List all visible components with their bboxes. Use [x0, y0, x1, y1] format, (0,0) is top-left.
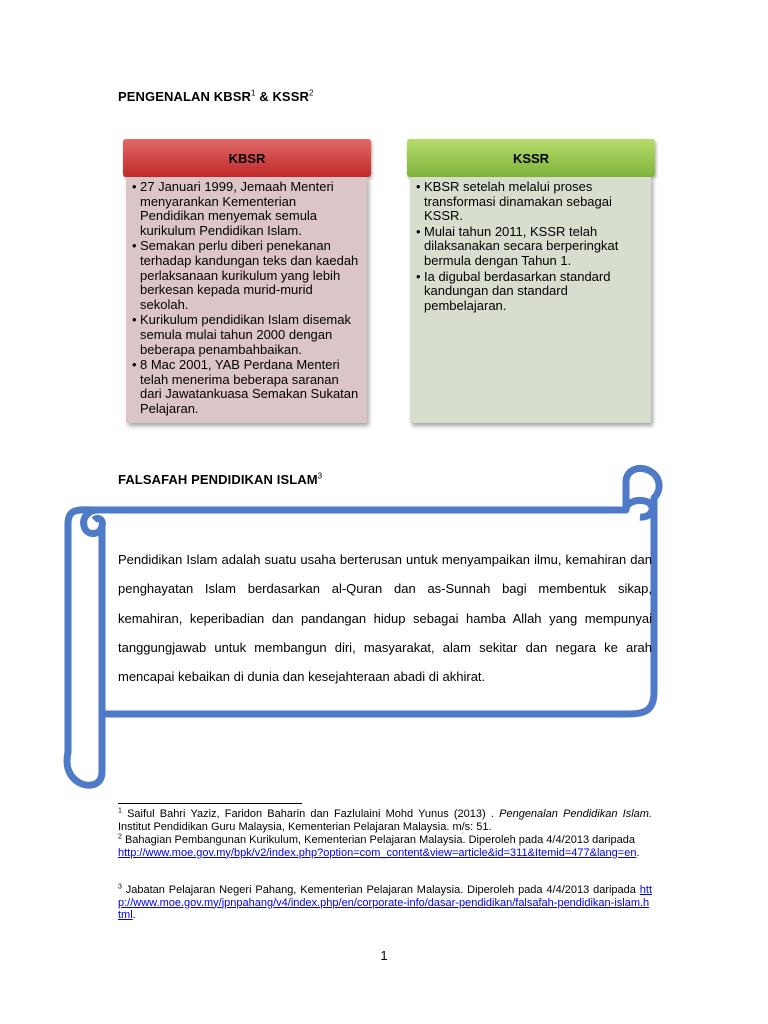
list-item: • KBSR setelah melalui proses transformasi dinamakan sebagai KSSR. — [416, 180, 645, 224]
kssr-list — [410, 177, 651, 313]
footnote-text: Bahagian Pembangunan Kurikulum, Kementerian Pelajaran Malaysia. Diperoleh pada 4/4/2013 daripada — [121, 834, 635, 846]
kbsr-header: KBSR — [123, 139, 371, 177]
footnote-text: Saiful Bahri Yaziz, Faridon Baharin dan Fazlulaini Mohd Yunus (2013) . — [121, 808, 500, 820]
footnote-text: Jabatan Pelajaran Negeri Pahang, Kementerian Pelajaran Malaysia. Diperoleh pada 4/4/2013 daripada — [121, 884, 640, 896]
list-item: • Semakan perlu diberi penekanan terhadap kandungan teks dan kaedah perlaksanaan kurikulum yang lebih berkesan kepada murid-murid sekolah. — [132, 239, 361, 312]
list-item: • 27 Januari 1999, Jemaah Menteri menyarankan Kementerian Pendidikan menyemak semula kurikulum Pendidikan Islam. — [132, 180, 361, 238]
list-item: • Ia digubal berdasarkan standard kandungan dan standard pembelajaran. — [416, 270, 645, 314]
list-item: • 8 Mac 2001, YAB Perdana Menteri telah menerima beberapa saranan dari Jawatankuasa Semakan Sukatan Pelajaran. — [132, 358, 361, 416]
list-item: • Kurikulum pendidikan Islam disemak semula mulai tahun 2000 dengan beberapa penambahbaikan. — [132, 313, 361, 357]
kssr-header: KSSR — [407, 139, 655, 177]
footnote-ref-3[interactable]: 3 — [317, 471, 323, 481]
footnote-text: Institut Pendidikan Guru Malaysia, Kementerian Pelajaran Malaysia. m/s: 51. — [118, 820, 492, 833]
footnote-ref-1[interactable]: 1 — [250, 88, 256, 98]
footnote-link[interactable]: http://www.moe.gov.my/bpk/v2/index.php?option=com_content&view=article&id=311&Itemid=477&lang=en — [118, 846, 637, 859]
footnote-3 — [118, 884, 652, 922]
kbsr-panel — [123, 139, 371, 423]
heading-text: FALSAFAH PENDIDIKAN ISLAM — [118, 472, 318, 487]
kbsr-body — [126, 177, 367, 423]
list-item: • Mulai tahun 2011, KSSR telah dilaksanakan secara berperingkat bermula dengan Tahun 1. — [416, 225, 645, 269]
footnote-title: Pengenalan Pendidikan Islam. — [499, 808, 652, 820]
scroll-text: Pendidikan Islam adalah suatu usaha berterusan untuk menyampaikan ilmu, kemahiran dan penghayatan Islam berdasarkan al-Quran dan as-Sunnah bagi membentuk sikap, kemahiran, keperibadian dan pandangan hidup sebagai hamba Allah yang mempunyai tanggungjawab untuk membangun diri, masyarakat, alam sekitar dan negara ke arah mencapai kebaikan di dunia dan kesejahteraan abadi di akhirat. — [118, 552, 652, 685]
page-number: 1 — [380, 948, 388, 963]
footnote-ref-2[interactable]: 2 — [308, 88, 314, 98]
footnote-number: 3 — [118, 883, 122, 891]
kbsr-list — [126, 177, 367, 417]
footnote-separator — [118, 803, 302, 804]
footnote-number: 1 — [118, 807, 122, 815]
footnote-number: 2 — [118, 833, 122, 841]
kssr-body — [410, 177, 651, 423]
footnote-text: . — [132, 909, 136, 921]
footnote-1 — [118, 808, 652, 833]
section-heading-kbsr-kssr — [118, 89, 314, 104]
footnote-text: . — [636, 846, 640, 859]
footnote-link[interactable]: http://www.moe.gov.my/jpnpahang/v4/index.php/en/corporate-info/dasar-pendidikan/falsafah-pendidikan-islam.html — [118, 884, 652, 921]
heading-text: & KSSR — [255, 89, 309, 104]
heading-text: PENGENALAN KBSR — [118, 89, 251, 104]
footnote-2 — [118, 834, 652, 859]
kssr-panel — [407, 139, 655, 423]
